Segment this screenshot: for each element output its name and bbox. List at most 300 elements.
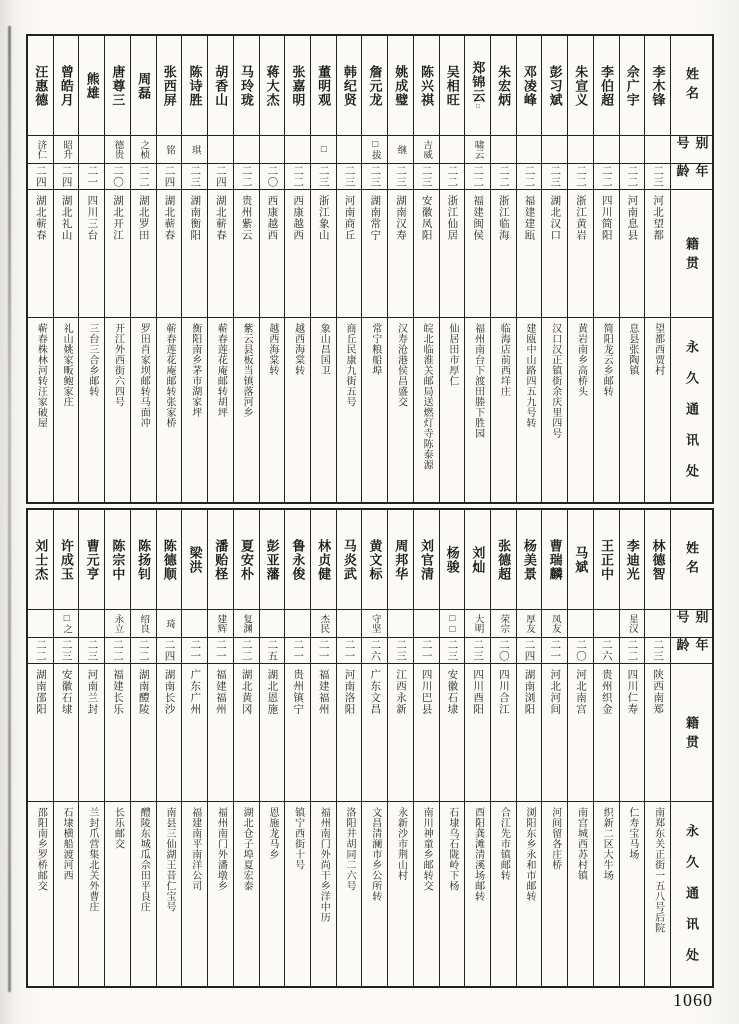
person-native-place: 湖北罗田 [137,195,150,241]
name-cell [285,510,310,610]
person-native-place: 安徽凤阳 [420,195,433,241]
alias-cell [182,136,207,164]
entry-column [593,510,619,986]
alias-cell [568,136,593,164]
address-cell [337,318,362,502]
entry-column [310,36,336,502]
person-age: 二四 [34,165,47,188]
person-address: 永新沙市荆山村 [395,807,407,881]
native-place-cell [234,664,259,802]
person-address: 息县张陶镇 [626,323,638,376]
native-place-cell [234,190,259,318]
entry-column [516,36,542,502]
person-address: 福建南平南洋公司 [189,807,201,891]
person-native-place: 湖北礼山 [60,195,73,241]
native-place-cell [594,190,619,318]
entry-column [464,36,490,502]
address-cell [234,318,259,502]
alias-cell [362,610,387,638]
person-address: 望都西贾村 [652,323,664,376]
address-cell [131,318,156,502]
person-age: 二一 [317,639,330,662]
alias-cell [234,610,259,638]
age-cell [337,638,362,664]
name-cell [517,36,542,136]
native-place-cell [105,664,130,802]
entry-column [361,510,387,986]
person-name: 陈宗中 [110,538,126,581]
age-cell [337,164,362,190]
native-place-cell [131,664,156,802]
entry-column [181,510,207,986]
alias-cell [594,610,619,638]
name-cell [54,510,79,610]
name-cell [594,510,619,610]
address-cell [105,318,130,502]
entry-column [53,36,79,502]
entry-column [439,510,465,986]
name-cell [542,36,567,136]
person-native-place: 浙江临海 [497,195,510,241]
person-name: 鲁永俊 [290,538,306,581]
name-cell [645,36,670,136]
name-cell [208,36,233,136]
alias-cell [260,136,285,164]
native-place-cell [260,664,285,802]
name-cell [28,36,53,136]
person-age: 二一 [214,639,227,662]
alias-cell [465,136,490,164]
person-alias: 厚友 [524,614,536,633]
native-place-cell [182,190,207,318]
person-address: 南郑东关正街一五八号后院 [652,807,664,933]
person-alias: 琪 [189,144,201,155]
address-cell [388,802,413,986]
person-name: 张德超 [496,538,512,581]
person-age: 二二 [240,165,253,188]
address-cell [311,802,336,986]
header-native-label: 籍贯 [684,237,699,275]
person-address: 汉口汉正镇街余庆里四号 [549,323,561,439]
person-name: 周邦华 [393,538,409,581]
native-place-cell [517,190,542,318]
alias-cell [182,610,207,638]
person-name: 张嘉明 [290,64,306,107]
person-name: 夏安朴 [238,538,254,581]
person-native-place: 湖南衡阳 [189,195,202,241]
person-address: 蕲春株林河转汪家破屋 [35,323,47,428]
person-address: 邵阳南乡罗桥邮交 [35,807,47,891]
entry-column [104,36,130,502]
name-cell [491,510,516,610]
name-cell [208,510,233,610]
native-place-cell [337,190,362,318]
native-place-cell [337,664,362,802]
alias-cell [645,610,670,638]
native-place-cell [568,664,593,802]
person-age: 二二 [600,165,613,188]
alias-cell [388,136,413,164]
age-cell [491,638,516,664]
person-age: 二三 [549,165,562,188]
person-native-place: 浙江黄岩 [574,195,587,241]
address-cell [208,802,233,986]
person-native-place: 湖北开江 [112,195,125,241]
person-address: 蕲春莲花庵邮转张家桥 [163,323,175,428]
person-name: 陈诗胜 [187,64,203,107]
name-annotation: □ [474,102,482,111]
age-cell [311,164,336,190]
native-place-cell [440,190,465,318]
person-native-place: 广东文昌 [369,669,382,715]
address-cell [491,802,516,986]
person-name: 张西屏 [161,64,177,107]
age-cell [311,638,336,664]
native-place-cell [568,190,593,318]
person-native-place: 福建建瓯 [523,195,536,241]
person-address: 蕲春莲花庵邮转胡坪 [215,323,227,418]
person-native-place: 湖南邵阳 [34,669,47,715]
alias-cell [311,136,336,164]
native-place-cell [362,190,387,318]
person-native-place: 安徽石埭 [60,669,73,715]
alias-cell [645,136,670,164]
age-cell [645,164,670,190]
name-cell [414,36,439,136]
directory-table-bottom [26,508,714,988]
address-cell [28,318,53,502]
native-place-cell [517,664,542,802]
header-name-label: 姓名 [684,66,699,105]
person-age: 二二 [472,165,485,188]
name-cell [131,510,156,610]
age-cell [568,164,593,190]
native-place-cell [54,664,79,802]
address-cell [620,318,645,502]
person-name: 马玲珑 [238,64,254,107]
person-alias: □拔 [369,139,381,160]
age-cell [182,638,207,664]
person-age: 二〇 [266,165,279,188]
person-age: 二四 [163,639,176,662]
entry-column [541,36,567,502]
header-native-label: 籍贯 [684,716,699,754]
person-age: 二二 [497,165,510,188]
entry-column [156,510,182,986]
person-age: 二〇 [112,165,125,188]
person-address: 福州南门外潘墩乡 [215,807,227,891]
person-native-place: 湖北蕲春 [163,195,176,241]
address-cell [285,318,310,502]
address-cell [440,802,465,986]
person-alias: 济仁 [35,140,47,159]
age-cell [54,164,79,190]
person-native-place: 西康越西 [292,195,305,241]
age-cell [131,164,156,190]
entry-column [516,510,542,986]
native-place-cell [491,190,516,318]
header-name-label: 姓名 [684,540,699,579]
person-name: 朱宏炳 [496,64,512,107]
alias-cell [157,136,182,164]
address-cell [542,318,567,502]
entry-column [336,36,362,502]
name-cell [234,510,259,610]
entry-column [644,510,670,986]
person-name: 陈扬钊 [136,538,152,581]
header-address-cell [671,318,712,502]
person-age: 二二 [34,639,47,662]
person-alias: 啸云 [472,140,484,159]
native-place-cell [388,664,413,802]
age-cell [234,164,259,190]
name-cell [105,36,130,136]
alias-cell [28,136,53,164]
person-native-place: 四川酉阳 [472,669,485,715]
name-cell [311,510,336,610]
age-cell [517,164,542,190]
header-name-cell [671,510,712,610]
address-cell [54,318,79,502]
person-native-place: 福建福州 [317,669,330,715]
person-address: 长乐邮交 [112,807,124,849]
person-address: 仙居田市厚仁 [446,323,458,386]
person-age: 二三 [394,639,407,662]
age-cell [440,638,465,664]
age-cell [79,638,104,664]
name-cell [465,36,490,136]
person-name: 李伯超 [599,64,615,107]
alias-cell [620,610,645,638]
person-alias: 星汉 [626,614,638,633]
age-cell [465,164,490,190]
age-cell [157,638,182,664]
person-native-place: 河南息县 [626,195,639,241]
person-name: 詹元龙 [367,64,383,107]
alias-cell [440,610,465,638]
person-age: 二二 [574,165,587,188]
age-cell [465,638,490,664]
person-alias: □ [318,144,330,155]
alias-cell [517,136,542,164]
person-age: 二二 [137,639,150,662]
entry-column [593,36,619,502]
name-cell [131,36,156,136]
person-native-place: 湖南汉寿 [394,195,407,241]
person-age: 二六 [369,639,382,662]
name-cell [388,36,413,136]
header-alias-label: 别号 [674,136,709,155]
person-age: 二一 [292,639,305,662]
name-cell [465,510,490,610]
person-address: 酉阳龚滩清溪场邮转 [472,807,484,902]
person-age: 二二 [626,165,639,188]
person-address: 皖北临淮关邮局送燃灯寺陈泰源 [421,323,433,470]
age-cell [260,164,285,190]
person-alias: 守坚 [369,614,381,633]
address-cell [28,802,53,986]
person-alias: 凤友 [549,614,561,633]
entry-column [413,510,439,986]
person-native-place: 河南洛阳 [343,669,356,715]
alias-cell [311,610,336,638]
person-age: 二三 [652,165,665,188]
native-place-cell [542,190,567,318]
native-place-cell [260,190,285,318]
address-cell [54,802,79,986]
person-native-place: 湖南常宁 [369,195,382,241]
person-address: 汉寿沧港侯昌盛交 [395,323,407,407]
alias-cell [79,610,104,638]
age-cell [28,638,53,664]
alias-cell [105,136,130,164]
person-native-place: 福建福州 [214,669,227,715]
native-place-cell [131,190,156,318]
address-cell [311,318,336,502]
person-name: 黄文标 [367,538,383,581]
entry-column [207,510,233,986]
entry-column [439,36,465,502]
name-cell [645,510,670,610]
person-name: 邓凌峰 [521,64,537,107]
age-cell [620,164,645,190]
native-place-cell [182,664,207,802]
alias-cell [79,136,104,164]
age-cell [285,164,310,190]
person-name: 李迪光 [624,538,640,581]
name-cell [620,510,645,610]
alias-cell [414,610,439,638]
person-alias: 荣宗 [498,614,510,633]
person-alias: 永立 [112,614,124,633]
address-cell [645,802,670,986]
entry-column [259,36,285,502]
alias-cell [285,136,310,164]
person-native-place: 湖南浏阳 [523,669,536,715]
person-address: 兰封爪营集北关外曹庄 [86,807,98,912]
person-name: 唐尊三 [110,64,126,107]
entry-column [567,510,593,986]
age-cell [491,164,516,190]
header-alias-label: 别号 [674,610,709,629]
age-cell [414,638,439,664]
address-cell [465,802,490,986]
entry-column [181,36,207,502]
name-cell [440,510,465,610]
address-cell [465,318,490,502]
person-name: 李木锋 [650,64,666,107]
address-cell [594,318,619,502]
name-cell [491,36,516,136]
alias-cell [517,610,542,638]
person-address: 越西海棠转 [292,323,304,376]
person-native-place: 陕西南郑 [652,669,665,715]
name-cell [79,36,104,136]
person-native-place: 四川合江 [497,669,510,715]
person-age: 二〇 [497,639,510,662]
age-cell [208,638,233,664]
header-name-cell [671,36,712,136]
native-place-cell [620,190,645,318]
native-place-cell [594,664,619,802]
alias-cell [388,610,413,638]
native-place-cell [645,664,670,802]
person-native-place: 贵州镇宁 [292,669,305,715]
name-cell [157,36,182,136]
native-place-cell [157,664,182,802]
entry-column [387,510,413,986]
entry-column [233,36,259,502]
name-cell [542,510,567,610]
person-age: 二二 [626,639,639,662]
address-cell [182,318,207,502]
alias-cell [131,610,156,638]
header-age-label: 年龄 [674,638,709,657]
person-alias: 大明 [472,614,484,633]
entry-column [28,36,53,502]
alias-cell [414,136,439,164]
person-native-place: 浙江仙居 [446,195,459,241]
person-age: 二二 [240,639,253,662]
person-age: 二四 [214,165,227,188]
alias-cell [542,136,567,164]
name-cell [79,510,104,610]
alias-cell [465,610,490,638]
person-age: 二四 [523,639,536,662]
person-native-place: 湖北恩施 [266,669,279,715]
person-address: 浏阳东乡永和市邮转 [524,807,536,902]
header-age-cell [671,638,712,664]
native-place-cell [54,190,79,318]
person-age: 二三 [472,639,485,662]
entry-column [413,36,439,502]
person-native-place: 贵州紫云 [240,195,253,241]
entry-column [130,36,156,502]
address-cell [208,318,233,502]
header-age-label: 年龄 [674,164,709,183]
person-native-place: 河北南宫 [574,669,587,715]
name-cell [311,36,336,136]
alias-cell [285,610,310,638]
native-place-cell [311,190,336,318]
address-cell [337,802,362,986]
age-cell [542,164,567,190]
person-alias: 绍良 [138,614,150,633]
alias-cell [260,610,285,638]
page-number: 1060 [673,990,713,1010]
name-cell [337,36,362,136]
age-cell [79,164,104,190]
person-name: 刘士杰 [33,538,49,581]
person-address: 常宁粮船埠 [369,323,381,376]
person-address: 石埭横船渡河西 [61,807,73,881]
person-age: 二一 [189,639,202,662]
native-place-cell [79,190,104,318]
address-cell [285,802,310,986]
person-age: 二三 [652,639,665,662]
age-cell [28,164,53,190]
entry-column [284,510,310,986]
name-cell [182,510,207,610]
person-address: 恩施龙马乡 [266,807,278,860]
person-age: 二六 [600,639,613,662]
person-address: 河间留各庄桥 [549,807,561,870]
native-place-cell [28,664,53,802]
alias-cell [440,136,465,164]
entry-column [104,510,130,986]
alias-cell [208,136,233,164]
address-cell [234,802,259,986]
